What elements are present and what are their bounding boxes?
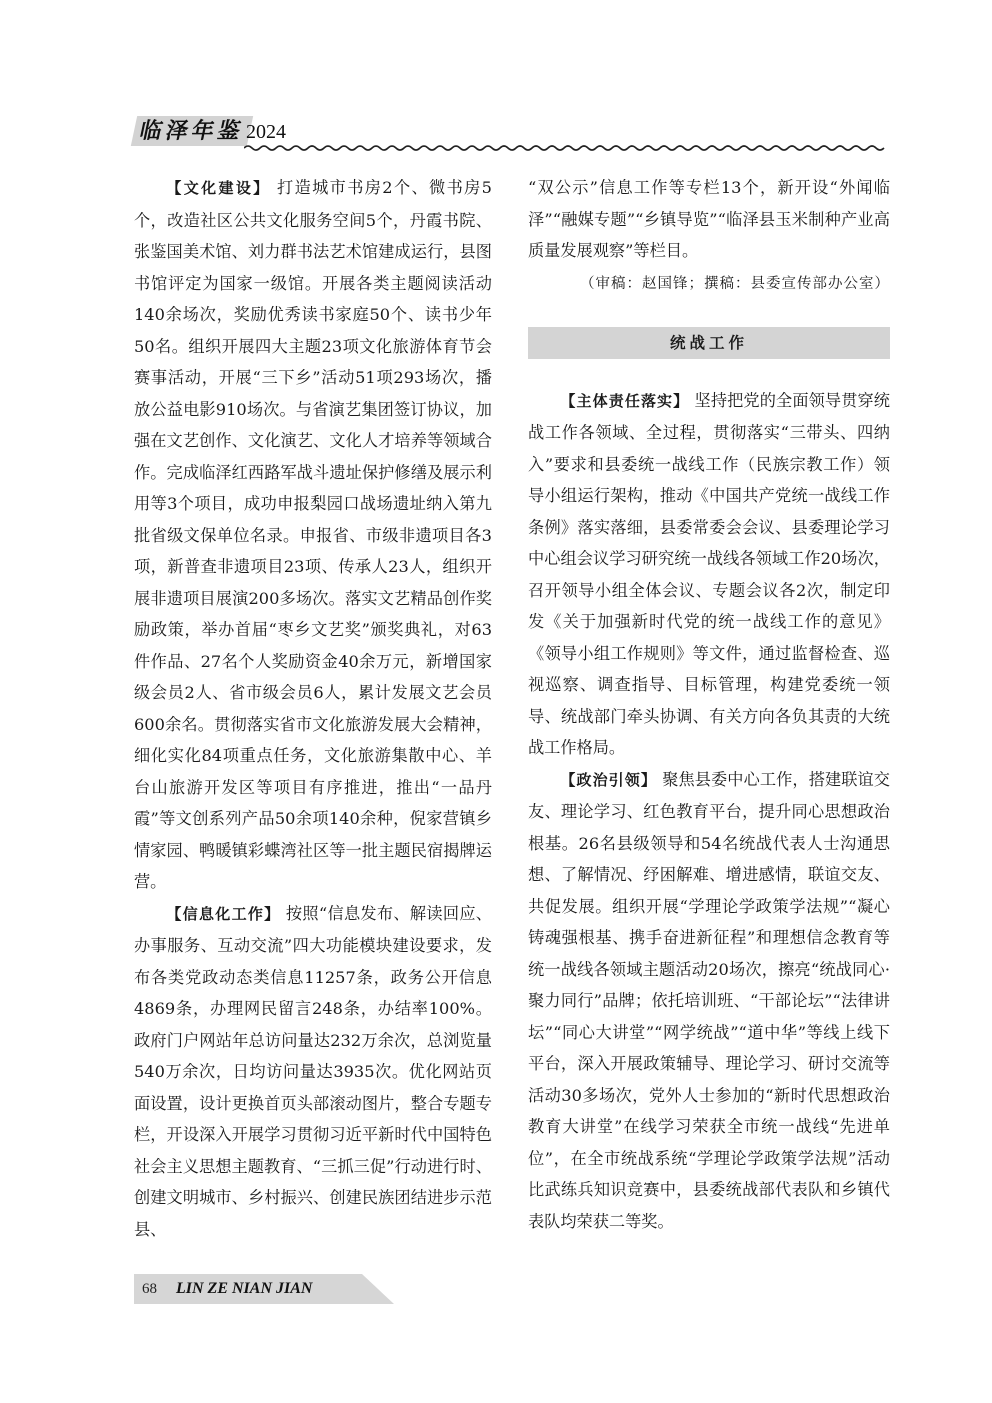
text-responsibility: 坚持把党的全面领导贯穿统战工作各领域、全过程，贯彻落实“三带头、四纳入”要求和县委统一战线工作（民族宗教工作）领导小组运行架构，推动《中国共产党统一战线工作条例》落实落细，县委常委会会议、县委理论学习中心组会议学习研究统一战线各领域工作20场次，召开领导小组全体会议、专题会议各2次，制定印发《关于加强新时代党的统一战线工作的意见》《领导小组工作规则》等文件，通过监督检查、巡视巡察、调查指导、目标管理，构建党委统一领导、统战部门牵头协调、有关方向各负其责的大统战工作格局。 (528, 390, 890, 757)
yearbook-year: 2024 (246, 121, 286, 143)
lead-culture-construction: 【文化建设】 (166, 179, 271, 197)
section-title-united-front: 统战工作 (528, 327, 890, 359)
right-column (528, 172, 890, 1237)
text-informatization: 按照“信息发布、解读回应、办事服务、互动交流”四大功能模块建设要求，发布各类党政动态类信息11257条，政务公开信息4869条，办理网民留言248条，办结率100%。政府门户网站年总访问量达232万余次，总浏览量540万余次，日均访问量达3935次。优化网站页面设置，设计更换首页头部滚动图片，整合专题专栏，开设深入开展学习贯彻习近平新时代中国特色社会主义思想主题教育、“三抓三促”行动进行时、创建文明城市、乡村振兴、创建民族团结进步示范县、 (134, 903, 492, 1239)
lead-responsibility: 【主体责任落实】 (560, 391, 690, 410)
paragraph-political-guidance (528, 764, 890, 1238)
page-number: 68 (142, 1281, 157, 1297)
paragraph-responsibility (528, 385, 890, 764)
paragraph-culture-construction (134, 172, 492, 898)
yearbook-title: 临泽年鉴 (131, 116, 253, 146)
paragraph-informatization-continued: “双公示”信息工作等专栏13个，新开设“外闻临泽”“融媒专题”“乡镇导览”“临泽县玉米制种产业高质量发展观察”等栏目。 (528, 178, 890, 260)
paragraph-informatization (134, 898, 492, 1246)
left-column (134, 172, 492, 1245)
text-culture-construction: 打造城市书房2个、微书房5个，改造社区公共文化服务空间5个，丹霞书院、张鉴国美术馆、刘力群书法艺术馆建成运行，县图书馆评定为国家一级馆。开展各类主题阅读活动140余场次，奖励优秀读书家庭50个、读书少年50名。组织开展四大主题23项文化旅游体育节会赛事活动，开展“三下乡”活动51项293场次，播放公益电影910场次。与省演艺集团签订协议，加强在文艺创作、文化演艺、文化人才培养等领域合作。完成临泽红西路军战斗遗址保护修缮及展示利用等3个项目，成功申报梨园口战场遗址纳入第九批省级文保单位名录。申报省、市级非遗项目各3项，新普查非遗项目23项、传承人23人，组织开展非遗项目展演200多场次。落实文艺精品创作奖励政策，举办首届“枣乡文艺奖”颁奖典礼，对63件作品、27名个人奖励资金40余万元，新增国家级会员2人、省市级会员6人，累计发展文艺会员600余名。贯彻落实省市文化旅游发展大会精神，细化实化84项重点任务，文化旅游集散中心、羊台山旅游开发区等项目有序推进，推出“一品丹霞”等文创系列产品50余项140余种，倪家营镇乡情家园、鸭暖镇彩蝶湾社区等一批主题民宿揭牌运营。 (134, 178, 492, 891)
text-political-guidance: 聚焦县委中心工作，搭建联谊交友、理论学习、红色教育平台，提升同心思想政治根基。26名县级领导和54名统战代表人士沟通思想、了解情况、纾困解难、增进感情，联谊交友、共促发展。组织开展“学理论学政策学法规”“凝心铸魂强根基、携手奋进新征程”和理想信念教育等统一战线各领域主题活动20场次，擦亮“统战同心·聚力同行”品牌；依托培训班、“干部论坛”“法律讲坛”“同心大讲堂”“网学统战”“道中华”等线上线下平台，深入开展政策辅导、理论学习、研讨交流等活动30多场次，党外人士参加的“新时代思想政治教育大讲堂”在线学习荣获全市统一战线“先进单位”，在全市统战系统“学理论学政策学法规”活动比武练兵知识竞赛中，县委统战部代表队和乡镇代表队均荣获二等奖。 (528, 769, 890, 1231)
review-credit: （审稿：赵国锋；撰稿：县委宣传部办公室） (580, 275, 890, 292)
publication-name: LIN ZE NIAN JIAN (176, 1280, 313, 1297)
header-wavy-rule (244, 144, 890, 152)
page-header (134, 114, 890, 154)
page-footer (134, 1274, 396, 1304)
lead-political-guidance: 【政治引领】 (560, 770, 657, 789)
lead-informatization: 【信息化工作】 (166, 904, 281, 923)
